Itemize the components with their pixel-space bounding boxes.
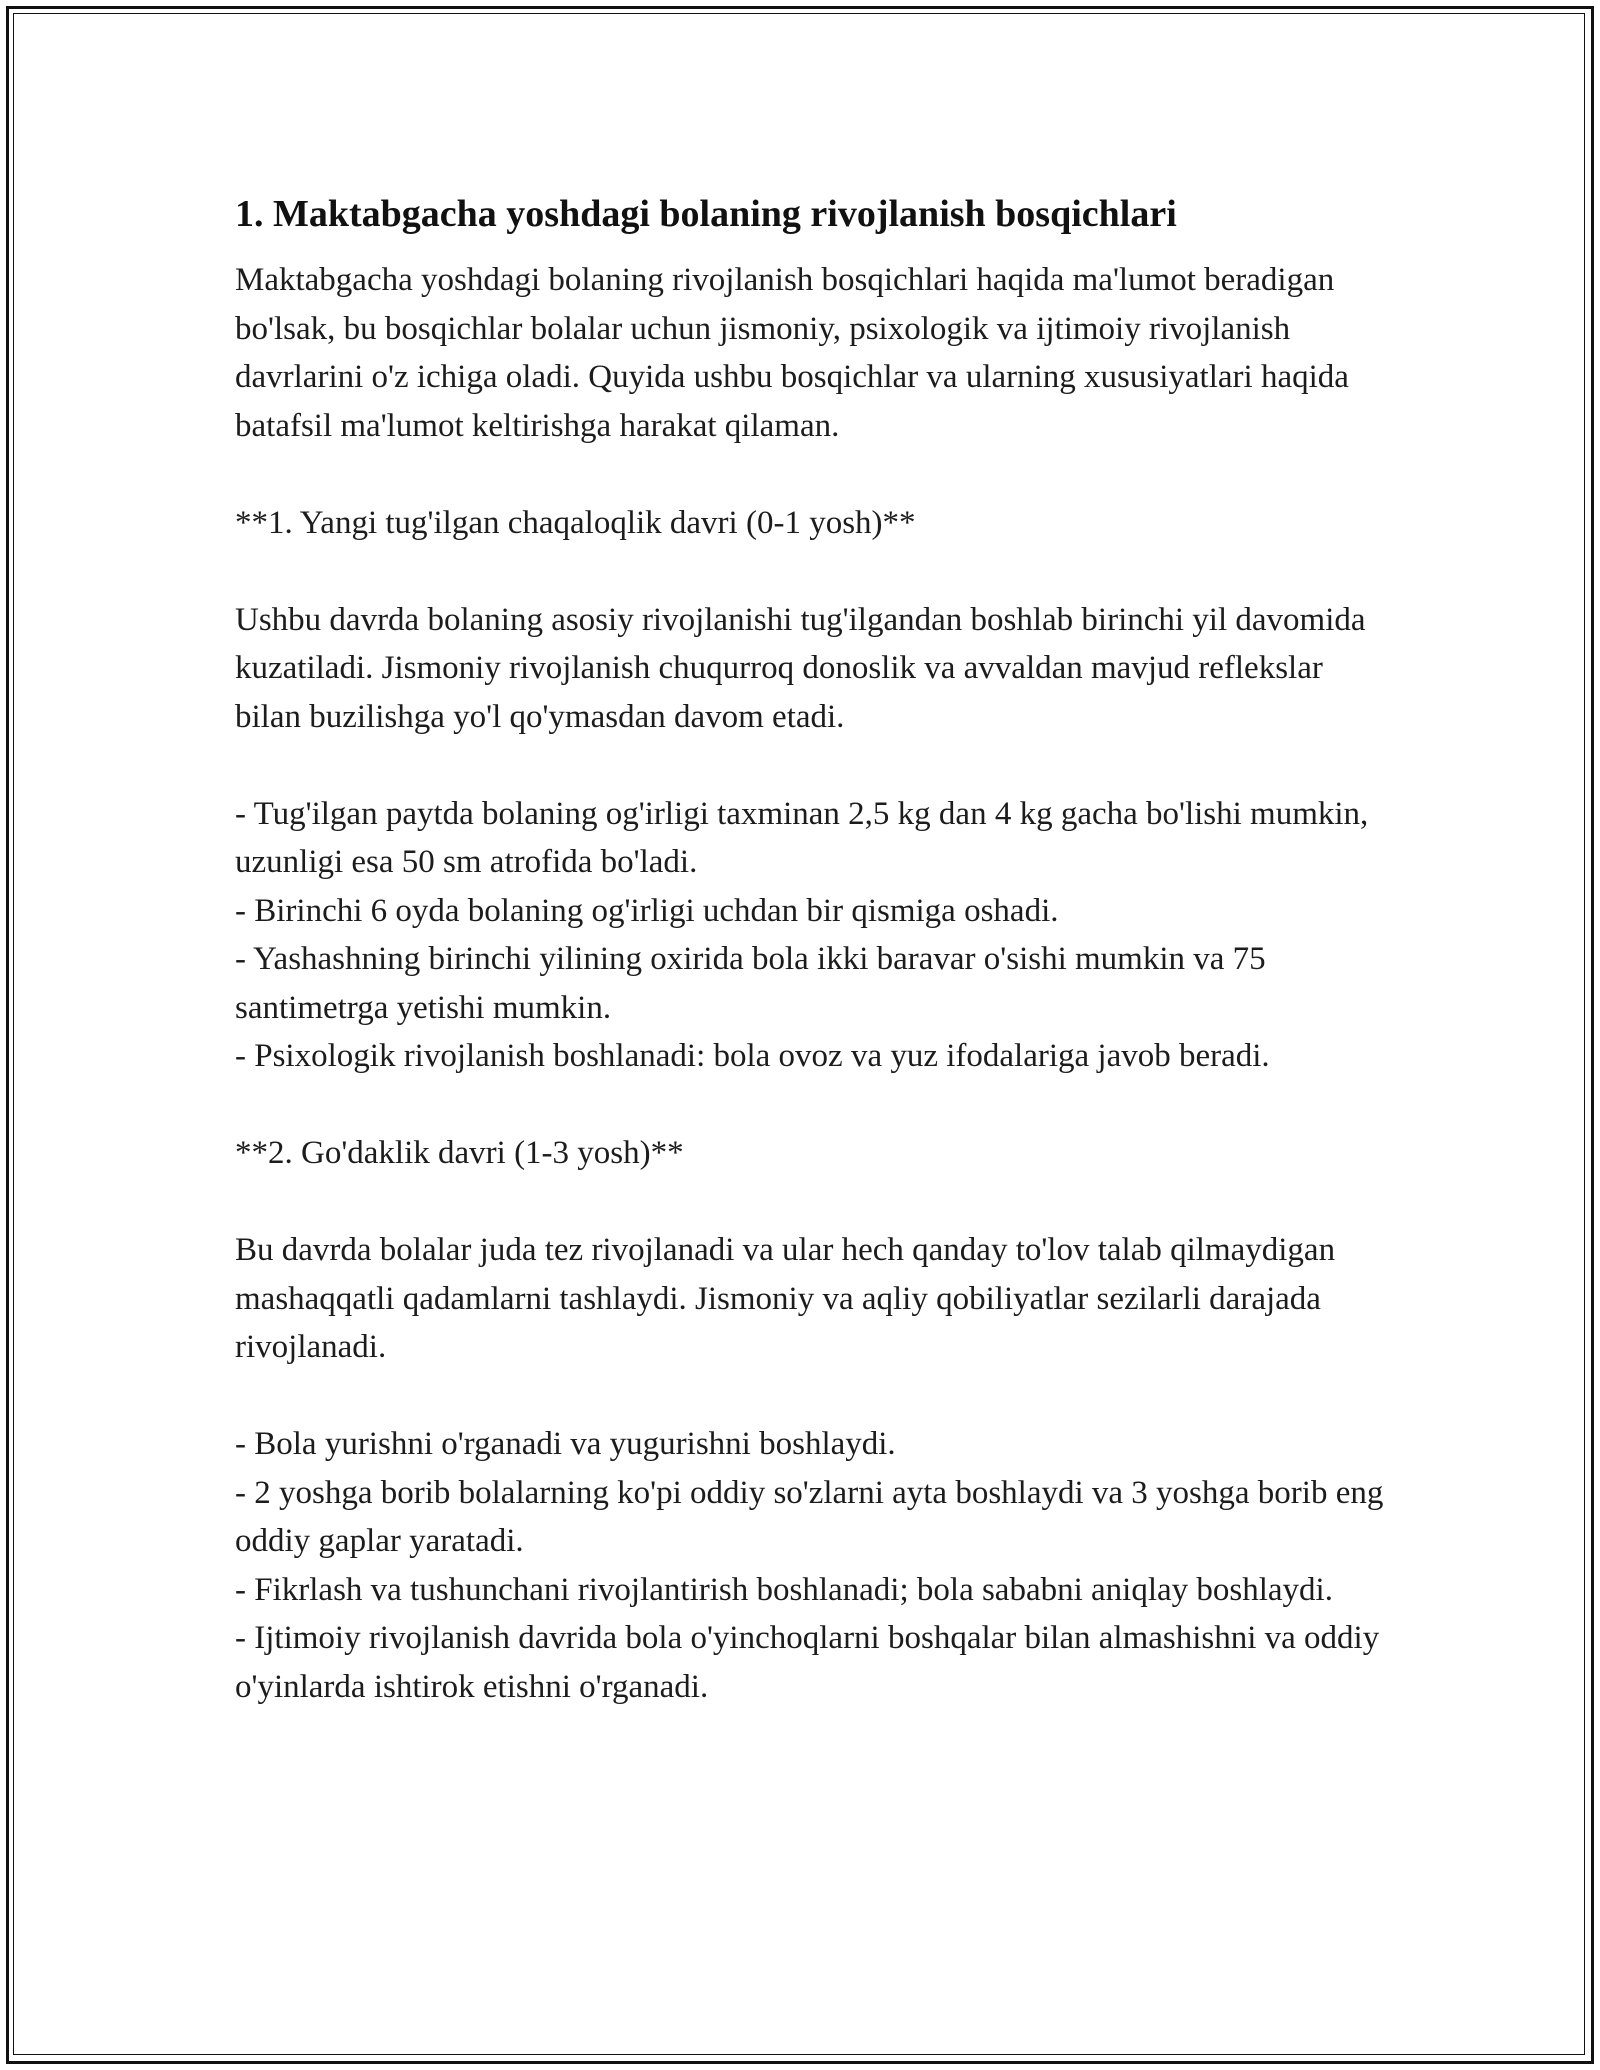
bullet-item: - 2 yoshga borib bolalarning ko'pi oddiy so'zlarni ayta boshlaydi va 3 yoshga borib eng oddiy gaplar yaratadi.	[235, 1474, 1384, 1559]
spacer	[235, 450, 1385, 499]
section-paragraph-1: Ushbu davrda bolaning asosiy rivojlanishi tug'ilgandan boshlab birinchi yil davomida kuzatiladi. Jismoniy rivojlanish chuqurroq donoslik va avvaldan mavjud reflekslar bilan buzilishga yo'l qo'ymasdan davom etadi.	[235, 601, 1366, 735]
bullet-item: - Psixologik rivojlanish boshlanadi: bola ovoz va yuz ifodalariga javob beradi.	[235, 1038, 1270, 1074]
bullet-item: - Fikrlash va tushunchani rivojlantirish boshlanadi; bola sababni aniqlay boshlaydi.	[235, 1571, 1333, 1608]
spacer	[235, 1081, 1385, 1130]
spacer	[235, 1372, 1385, 1421]
spacer	[235, 1178, 1385, 1227]
section-paragraph-2: Bu davrda bolalar juda tez rivojlanadi va ular hech qanday to'lov talab qilmaydigan mashaqqatli qadamlarni tashlaydi. Jismoniy va aqliy qobiliyatlar sezilarli darajada rivojlanadi.	[235, 1232, 1336, 1365]
document-body	[235, 190, 1385, 1711]
section-heading-1: **1. Yangi tug'ilgan chaqaloqlik davri (0-1 yosh)**	[235, 504, 916, 541]
spacer	[235, 547, 1385, 596]
document-title: 1. Maktabgacha yoshdagi bolaning rivojlanish bosqichlari	[235, 193, 1177, 235]
intro-paragraph: Maktabgacha yoshdagi bolaning rivojlanish bosqichlari haqida ma'lumot beradigan bo'lsak, bu bosqichlar bolalar uchun jismoniy, psixologik va ijtimoiy rivojlanish davrlarini o'z ichiga oladi. Quyida ushbu bosqichlar va ularning xususiyatlari haqida batafsil ma'lumot keltirishga harakat qilaman.	[235, 262, 1349, 444]
bullet-item: - Ijtimoiy rivojlanish davrida bola o'yinchoqlarni boshqalar bilan almashishni va oddiy o'yinlarda ishtirok etishni o'rganadi.	[235, 1620, 1380, 1705]
bullet-item: - Yashashning birinchi yilining oxirida bola ikki baravar o'sishi mumkin va 75 santimetrga yetishi mumkin.	[235, 941, 1266, 1026]
bullet-item: - Birinchi 6 oyda bolaning og'irligi uchdan bir qismiga oshadi.	[235, 892, 1059, 929]
bullet-item: - Tug'ilgan paytda bolaning og'irligi taxminan 2,5 kg dan 4 kg gacha bo'lishi mumkin, uzunligi esa 50 sm atrofida bo'ladi.	[235, 795, 1369, 880]
spacer	[235, 741, 1385, 790]
section-heading-2: **2. Go'daklik davri (1-3 yosh)**	[235, 1135, 684, 1171]
bullet-item: - Bola yurishni o'rganadi va yugurishni boshlaydi.	[235, 1426, 896, 1462]
